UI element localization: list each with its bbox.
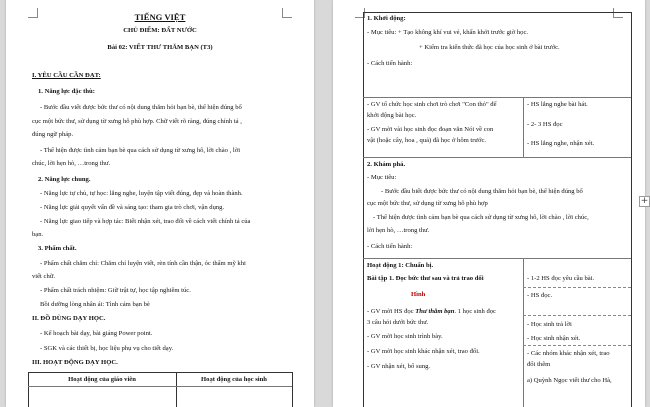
text-line: Bồi dưỡng lòng nhân ái: Tình cảm bạn bè (40, 301, 150, 308)
subsection-title: 2. Năng lực chung. (38, 176, 91, 183)
text-line: - Bước đầu biết được bức thư có nội dung thăm hỏi bạn bè, thể hiện đúng bố (381, 188, 583, 195)
text-line: - Thể hiện được tình cảm bạn bè qua cách sử dụng từ xưng hô, lời chào , lời (40, 147, 241, 154)
text-line: viết chữ. (32, 273, 55, 280)
text-line: đúng ngữ pháp. (32, 131, 74, 138)
teacher-activity: - GV tổ chức học sinh chơi trò chơi "Con thỏ" để (367, 101, 497, 108)
topic-title: CHỦ ĐIỂM: ĐẤT NƯỚC (123, 27, 197, 34)
text-line: + Kiểm tra kiến thức đã học của học sinh ở bài trước. (419, 44, 560, 51)
student-activity: - HS đọc. (527, 292, 553, 299)
text-line: - SGK và các thiết bị, học liệu phụ vụ cho tiết dạy. (40, 345, 174, 352)
student-activity: đổi thêm (527, 361, 551, 368)
text-line: - Năng lực giải quyết vấn đề và sáng tạo: tham gia trò chơi, vận dụng. (40, 204, 225, 211)
teacher-activity: - GV mời vài học sinh đọc đoạn văn Nói về con (367, 126, 494, 133)
text-line: - Cách tiến hành: (367, 60, 413, 67)
teacher-activity: vật (hoặc cây, hoa , quả) đã học ở hôm trước. (367, 137, 487, 144)
page-header: TIẾNG VIỆT (134, 12, 186, 22)
student-activity: - Học sinh nhận xét. (527, 335, 581, 342)
activity-title: Hoạt động 1: Chuẩn bị. (367, 262, 434, 269)
text-line: - Phẩm chất trách nhiệm: Giữ trật tự, học tập nghiêm túc. (40, 287, 191, 294)
text-line: - Thể hiện được tình cảm bạn bè qua cách sử dụng từ xưng hô, lời chào , lời chúc, (373, 214, 589, 221)
subsection-title: 1. Năng lực đặc thù: (38, 88, 95, 95)
student-activity: - HS lắng nghe, nhận xét. (527, 140, 595, 147)
text-line: bạn. (32, 231, 44, 238)
teacher-activity: khởi động bài học. (367, 112, 417, 119)
table-header-student: Hoạt động của học sinh (201, 376, 267, 383)
text-line: - Bước đầu viết được bức thư có nội dung thăm hỏi bạn bè, thể hiện đúng bố (40, 104, 242, 111)
document-page-left (6, 0, 314, 407)
teacher-activity: - GV nhận xét, bổ sung. (367, 363, 431, 370)
text-line: - Mục tiêu: (367, 174, 397, 181)
text-line: chúc, lời hẹn hò, …trong thư. (32, 160, 111, 167)
student-activity: - 1-2 HS đọc yêu cầu bài. (527, 275, 595, 282)
lesson-title: Bài 02: VIẾT THƯ THĂM BẠN (T3) (107, 44, 213, 51)
text-line: - Năng lực giao tiếp và hợp tác: Biết nhận xét, trao đổi về cách viết chính tả của (40, 218, 251, 225)
teacher-activity: - GV mời học sinh khác nhận xét, trao đổi. (367, 348, 480, 355)
text-line: cục một bức thư, sử dụng từ xưng hô phù hợp. Chữ viết rõ ràng, đúng chính tả , (32, 118, 242, 125)
text-line: - Mục tiêu: + Tạo không khí vui vẻ, khấn khởi trước giờ học. (367, 29, 529, 36)
section-title: II. ĐỒ DÙNG DẠY HỌC. (32, 315, 106, 322)
teacher-activity: - GV mời HS đọc Thư thăm bạn. 1 học sinh đọc (367, 308, 496, 315)
section-title: 2. Khám phá. (367, 161, 406, 168)
section-title: III. HOẠT ĐỘNG DẠY HỌC. (32, 359, 118, 366)
student-activity: - HS lắng nghe bài hát. (527, 101, 588, 108)
text-line: - Năng lực tự chủ, tự học: lắng nghe, luyện tập viết đúng, đẹp và hoàn thành. (40, 190, 243, 197)
expand-handle-icon[interactable]: + (640, 196, 649, 206)
table-header-teacher: Hoạt động của giáo viên (68, 376, 136, 383)
text-line: - Cách tiến hành: (367, 243, 413, 250)
text-line: cục một bức thư, sử dụng từ xưng hô phù hợp (367, 200, 488, 207)
subsection-title: 3. Phẩm chất. (38, 245, 77, 252)
teacher-activity: - GV mời học sinh trình bày. (367, 333, 443, 340)
text-line: lời hẹn hò, …trong thư. (367, 227, 430, 234)
exercise-title: Bài tập 1. Đọc bức thư sau và trả trao đổi (367, 275, 484, 282)
student-activity: - 2- 3 HS đọc (527, 121, 563, 128)
teacher-activity: 3 câu hỏi dưới bức thư. (367, 319, 429, 326)
student-activity: - Học sinh trả lời (527, 321, 572, 328)
crop-mark (613, 8, 623, 18)
text-line: - Phẩm chất chăm chỉ: Chăm chỉ luyện viết, rèn tính cần thận, óc thẩm mỹ khi (40, 260, 246, 267)
student-activity: a) Quỳnh Ngọc viết thư cho Hà, (527, 377, 612, 384)
student-activity: - Các nhóm khác nhận xét, trao (527, 350, 610, 357)
section-title: 1. Khởi động: (367, 15, 406, 22)
figure-label: Hình (411, 291, 426, 298)
text-line: - Kế hoạch bài dạy, bài giảng Power point. (40, 330, 153, 337)
section-title: I. YÊU CẦU CẦN ĐẠT: (32, 72, 101, 79)
document-page-right (333, 0, 645, 407)
